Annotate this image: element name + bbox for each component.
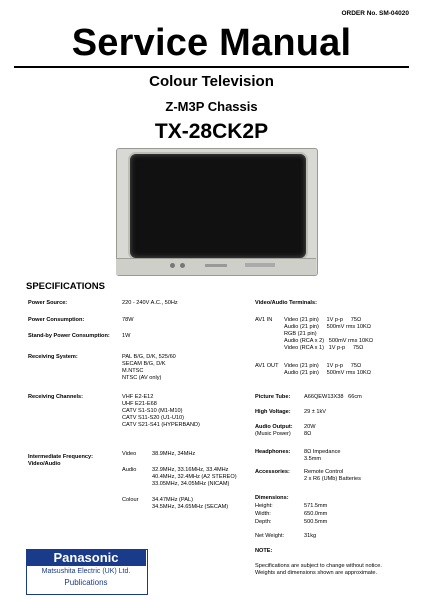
av1-in-line: Audio (21 pin) 500mV rms 10KΩ [284,324,371,330]
av1-in-line: RGB (21 pin) [284,331,317,337]
depth-label: Depth: [255,519,272,525]
net-weight-value: 31kg [304,533,317,539]
picture-tube-value: A66QEW13X38 66cm [304,394,362,400]
power-source-label: Power Source: [28,300,68,306]
receiving-system-label: Receiving System: [28,354,78,360]
headphones-label: Headphones: [255,449,291,455]
av1-out-label: AV1 OUT [255,363,279,369]
height-value: 571.5mm [304,503,328,509]
net-weight-label: Net Weight: [255,533,285,539]
order-number: ORDER No. SM-04020 [341,10,409,17]
accessories-line: Remote Control [304,469,344,475]
headphones-line: 8Ω Impedance [304,449,341,455]
if-colour-line: 34.5MHz, 34.65MHz (SECAM) [152,504,229,510]
av1-out-line: Audio (21 pin) 500mV rms 10KΩ [284,370,371,376]
tv-panel-slot [245,263,275,267]
width-label: Width: [255,511,271,517]
if-colour-line: 34.47MHz (PAL) [152,497,193,503]
receiving-system-line: SECAM B/G, D/K [122,361,166,367]
width-value: 650.0mm [304,511,328,517]
power-source-value: 220 - 240V A.C., 50Hz [122,300,178,306]
high-voltage-label: High Voltage: [255,409,291,415]
standby-value: 1W [122,333,131,339]
receiving-system-line: M.NTSC [122,368,144,374]
receiving-system-line: PAL B/G, D/K, 525/60 [122,354,176,360]
if-audio-line: 40.4MHz, 32.4MHz (A2 STEREO) [152,474,237,480]
if-audio-label: Audio [122,467,137,473]
audio-output-value: 20W [304,424,316,430]
av1-in-line: Video (RCA x 1) 1V p-p 75Ω [284,345,364,351]
dimensions-label: Dimensions: [255,495,289,501]
audio-output-label: Audio Output: [255,424,293,430]
note-line: Weights and dimensions shown are approximate. [255,570,378,576]
receiving-channel-line: VHF E2-E12 [122,394,154,400]
if-colour-label: Colour [122,497,139,503]
if-label: Intermediate Frequency: [28,454,93,460]
note-line: Specifications are subject to change without notice. [255,563,382,569]
av1-in-line: Video (21 pin) 1V p-p 75Ω [284,317,362,323]
receiving-channel-line: CATV S11-S20 (U1-U10) [122,415,184,421]
av1-in-label: AV1 IN [255,317,273,323]
page-title: Service Manual [71,22,352,64]
picture-tube-label: Picture Tube: [255,394,291,400]
high-voltage-value: 29 ± 1kV [304,409,327,415]
model-number: TX-28CK2P [154,120,269,143]
accessories-label: Accessories: [255,469,290,475]
receiving-channels-label: Receiving Channels: [28,394,84,400]
tv-button [170,263,175,268]
headphones-line: 3.5mm [304,456,322,462]
chassis-name: Z-M3P Chassis [165,99,258,114]
power-consumption-value: 78W [122,317,134,323]
title-rule [14,66,409,68]
if-audio-line: 33.05MHz, 34.05MHz (NICAM) [152,481,230,487]
tv-brand-strip [205,264,227,267]
publisher-name: Matsushita Electric (UK) Ltd. [41,568,131,575]
tv-button [180,263,185,268]
standby-label: Stand-by Power Consumption: [28,333,110,339]
if-audio-line: 32.9MHz, 33.16MHz, 33.4MHz [152,467,229,473]
if-video-label: Video [122,451,137,457]
receiving-channel-line: CATV S1-S10 (M1-M10) [122,408,183,414]
av1-out-line: Video (21 pin) 1V p-p 75Ω [284,363,362,369]
if-sublabel: Video/Audio [28,461,61,467]
height-label: Height: [255,503,273,509]
music-power-label: (Music Power) [255,431,291,437]
receiving-system-line: NTSC (AV only) [122,375,162,381]
note-label: NOTE: [255,548,273,554]
av1-in-line: Audio (RCA x 2) 500mV rms 10KΩ [284,338,374,344]
product-type: Colour Television [149,73,274,90]
if-video-value: 38.9MHz, 34MHz [152,451,196,457]
panasonic-logo: Panasonic [26,549,146,566]
power-consumption-label: Power Consumption: [28,317,85,323]
va-terminals-heading: Video/Audio Terminals: [255,300,317,306]
tv-screen [128,152,308,260]
specs-heading: SPECIFICATIONS [26,281,105,292]
receiving-channel-line: CATV S21-S41 (HYPERBAND) [122,422,200,428]
music-power-value: 8Ω [304,431,312,437]
receiving-channel-line: UHF E21-E68 [122,401,157,407]
publisher-dept: Publications [64,578,108,587]
depth-value: 500.5mm [304,519,328,525]
accessories-line: 2 x R6 (UMb) Batteries [304,476,361,482]
